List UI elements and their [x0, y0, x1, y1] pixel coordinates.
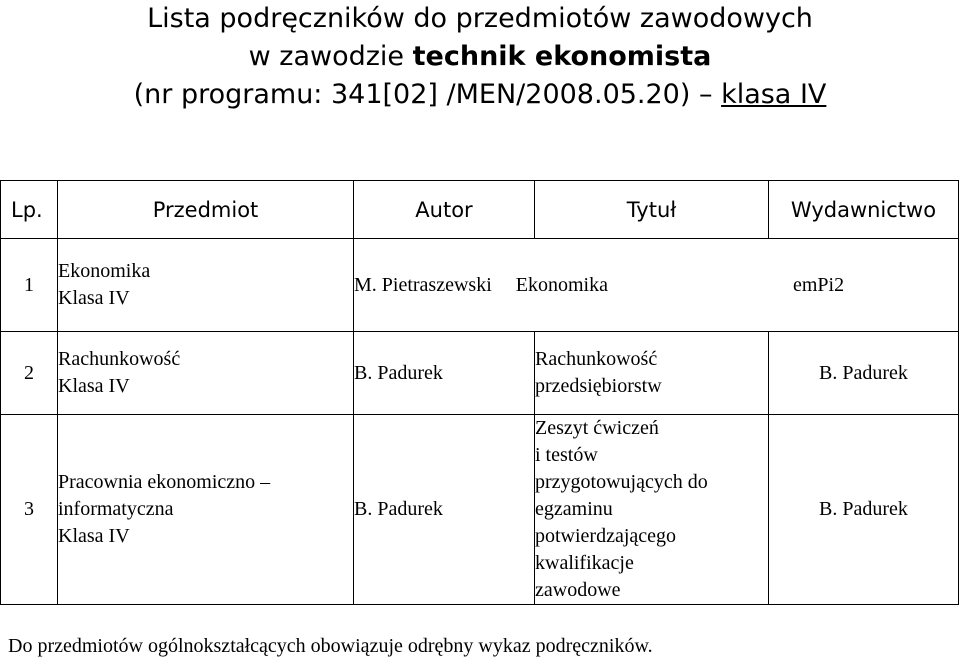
- book-title-cell: [535, 332, 769, 415]
- publisher-cell: B. Padurek: [769, 332, 959, 415]
- header-author: Autor: [354, 181, 535, 239]
- book-title-line: Rachunkowość: [535, 348, 658, 370]
- footer-note: Do przedmiotów ogólnokształcących obowiązuje odrębny wykaz podręczników.: [8, 635, 653, 657]
- book-title-cell: [535, 415, 769, 605]
- book-title-line: Zeszyt ćwiczeń: [535, 417, 659, 439]
- subject-cell: [58, 332, 354, 415]
- row-number: 3: [1, 415, 58, 605]
- row-number: 2: [1, 332, 58, 415]
- author-cell: M. Pietraszewski: [354, 273, 492, 296]
- book-title-line: przedsiębiorstw: [535, 375, 662, 397]
- table-row: [1, 239, 959, 332]
- document-title: [0, 0, 960, 114]
- book-title-cell: Ekonomika: [515, 273, 608, 296]
- subject-line: Ekonomika: [58, 260, 151, 282]
- subject-line: Pracownia ekonomiczno –: [58, 471, 271, 493]
- book-title-line: przygotowujących do: [535, 471, 708, 493]
- subject-line: Klasa IV: [58, 525, 130, 547]
- title-line-2: [0, 38, 960, 76]
- book-title-line: egzaminu: [535, 498, 613, 520]
- author-cell: B. Padurek: [354, 415, 535, 605]
- title-line-2-prefix: w zawodzie: [248, 41, 413, 72]
- profession-name: technik ekonomista: [412, 41, 712, 72]
- row-number: 1: [1, 239, 58, 332]
- textbook-table: [0, 180, 959, 605]
- table-row: [1, 332, 959, 415]
- subject-cell: [58, 239, 354, 332]
- title-line-3: [0, 76, 960, 114]
- table-header-row: [1, 181, 959, 239]
- book-title-line: zawodowe: [535, 579, 621, 601]
- header-subject: Przedmiot: [58, 181, 354, 239]
- subject-line: Rachunkowość: [58, 348, 181, 370]
- book-title-line: i testów: [535, 444, 598, 466]
- subject-line: Klasa IV: [58, 287, 130, 309]
- table-row: [1, 415, 959, 605]
- class-level: klasa IV: [721, 79, 827, 110]
- publisher-cell: emPi2: [792, 273, 845, 296]
- author-cell: B. Padurek: [354, 332, 535, 415]
- book-title-line: potwierdzającego: [535, 525, 677, 547]
- program-number: (nr programu: 341[02] /MEN/2008.05.20) –: [133, 79, 722, 110]
- book-title-line: kwalifikacje: [535, 552, 634, 574]
- subject-line: informatyczna: [58, 498, 174, 520]
- header-publisher: Wydawnictwo: [769, 181, 959, 239]
- subject-cell: [58, 415, 354, 605]
- merged-book-cell: [354, 239, 959, 332]
- subject-line: Klasa IV: [58, 375, 130, 397]
- title-line-1: Lista podręczników do przedmiotów zawodowych: [147, 3, 813, 34]
- publisher-cell: B. Padurek: [769, 415, 959, 605]
- header-title: Tytuł: [535, 181, 769, 239]
- header-lp: Lp.: [1, 181, 58, 239]
